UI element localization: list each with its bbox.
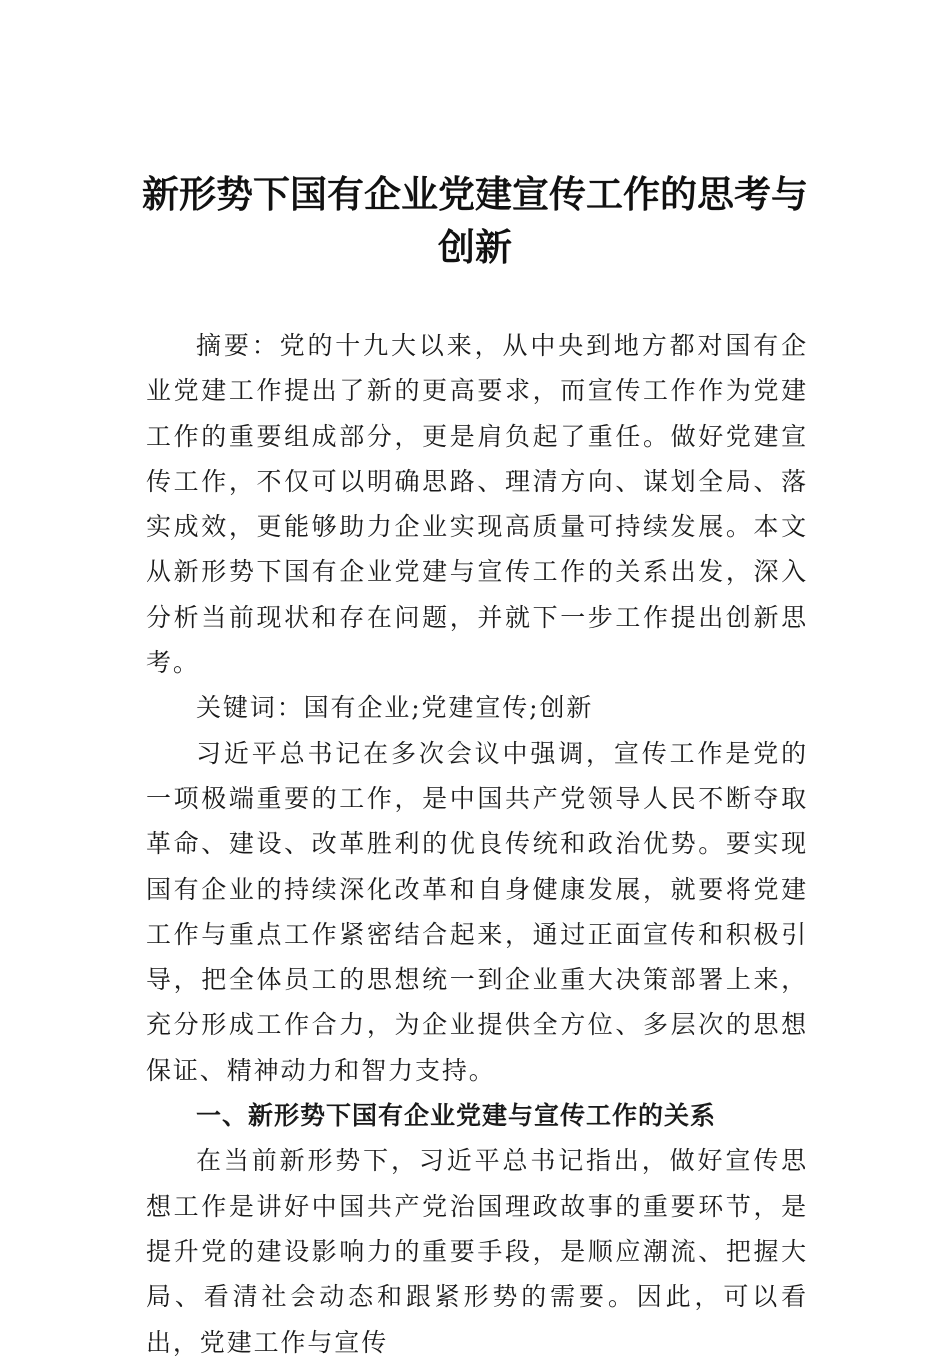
abstract-paragraph: 摘要：党的十九大以来，从中央到地方都对国有企业党建工作提出了新的更高要求，而宣传工作作为党建工作的重要组成部分，更是肩负起了重任。做好党建宣传工作，不仅可以明确思路、理清方向、谋划全局、落实成效，更能够助力企业实现高质量可持续发展。本文从新形势下国有企业党建与宣传工作的关系出发，深入分析当前现状和存在问题，并就下一步工作提出创新思考。 [146,331,808,678]
keywords-line: 关键词：国有企业;党建宣传;创新 [196,693,594,723]
document-body [146,323,808,1365]
section-paragraph: 在当前新形势下，习近平总书记指出，做好宣传思想工作是讲好中国共产党治国理政故事的重要环节，是提升党的建设影响力的重要手段，是顺应潮流、把握大局、看清社会动态和跟紧形势的需要。因此，可以看出，党建工作与宣传 [146,1146,808,1357]
intro-paragraph: 习近平总书记在多次会议中强调，宣传工作是党的一项极端重要的工作，是中国共产党领导人民不断夺取革命、建设、改革胜利的优良传统和政治优势。要实现国有企业的持续深化改革和自身健康发展，就要将党建工作与重点工作紧密结合起来，通过正面宣传和积极引导，把全体员工的思想统一到企业重大决策部署上来，充分形成工作合力，为企业提供全方位、多层次的思想保证、精神动力和智力支持。 [146,738,808,1085]
document-title: 新形势下国有企业党建宣传工作的思考与创新 [142,172,808,269]
section-heading: 一、新形势下国有企业党建与宣传工作的关系 [196,1101,717,1131]
